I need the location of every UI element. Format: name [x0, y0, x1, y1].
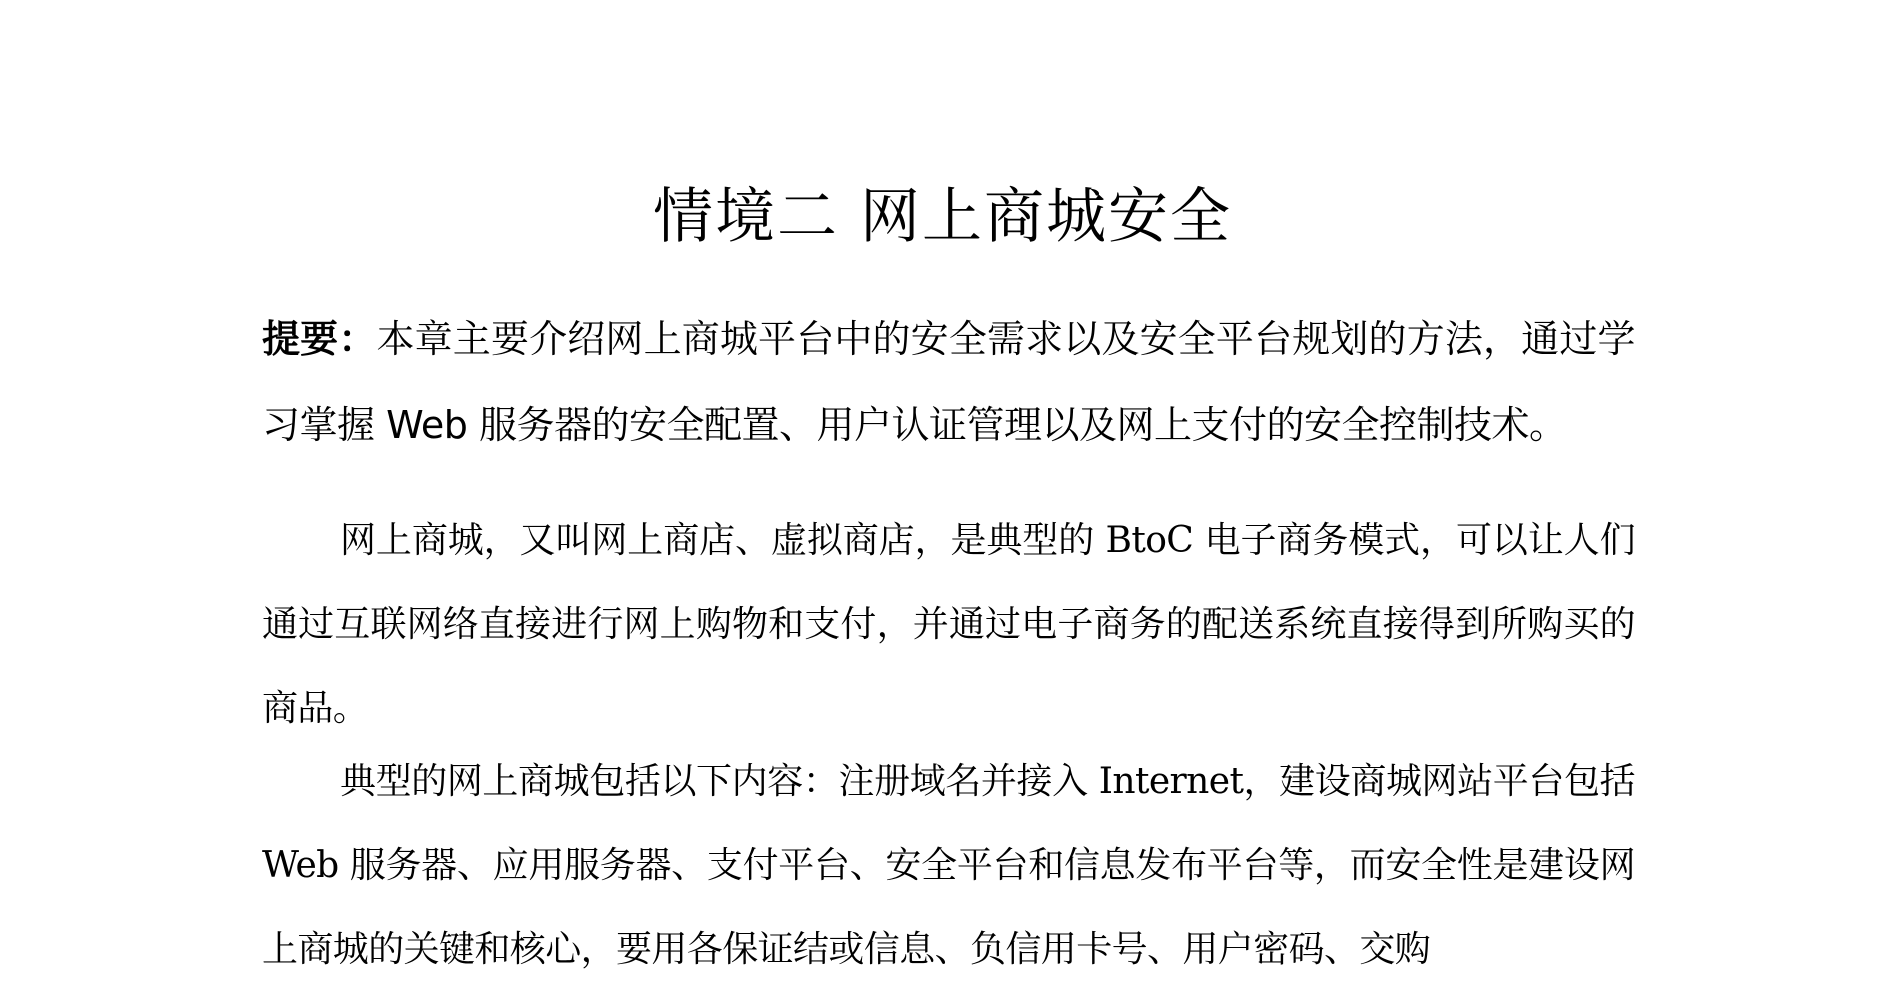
paragraph-1: 网上商城，又叫网上商店、虚拟商店，是典型的 BtoC 电子商务模式，可以让人们通过互联网络直接进行网上购物和支付，并通过电子商务的配送系统直接得到所购买的商品。 [262, 520, 1635, 729]
page-title: 情境二 网上商城安全 [652, 182, 1233, 252]
paragraph-2: 典型的网上商城包括以下内容：注册域名并接入 Internet，建设商城网站平台包括 Web 服务器、应用服务器、支付平台、安全平台和信息发布平台等，而安全性是建设网上商城的关键和核心，要用各保证结或信息、负信用卡号、用户密码、交购 [262, 761, 1635, 970]
abstract-text: 本章主要介绍网上商城平台中的安全需求以及安全平台规划的方法，通过学习掌握 Web 服务器的安全配置、用户认证管理以及网上支付的安全控制技术。 [262, 317, 1635, 447]
abstract-section [262, 296, 1635, 468]
abstract-label: 提要： [262, 317, 377, 361]
